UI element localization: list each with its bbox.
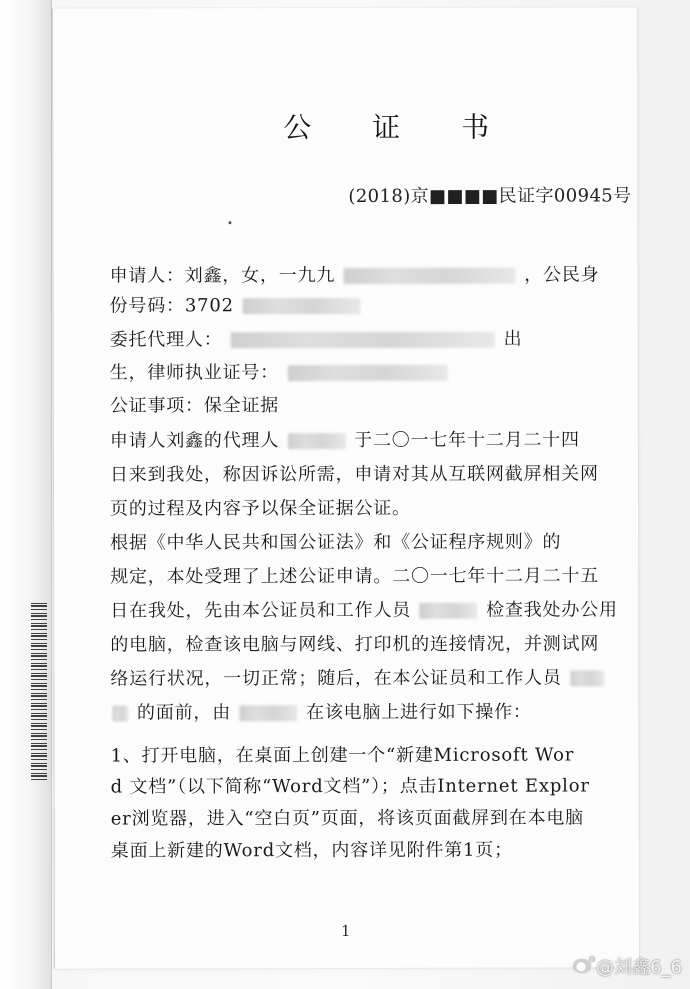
line-text: 页的过程及内容予以保全证据公证。 xyxy=(110,497,411,520)
text-line xyxy=(111,838,513,865)
text-line xyxy=(111,743,575,770)
line-text: 络运行状况，一切正常；随后，在本公证员和工作人员 xyxy=(110,667,562,690)
text-line xyxy=(110,496,411,523)
text-line xyxy=(110,327,523,354)
line-text: 的电脑，检查该电脑与网线、打印机的连接情况，并测试网 xyxy=(110,633,600,656)
line-text: 1、打开电脑，在桌面上创建一个“新建Microsoft Wor xyxy=(110,744,575,767)
line-text: 申请人：刘鑫，女，一九九 xyxy=(109,265,336,287)
line-text: ，公民身 xyxy=(524,264,600,286)
line-text: 委托代理人： xyxy=(109,329,223,351)
line-text: d 文档”（以下简称“Word文档”）；点击Internet Explor xyxy=(110,775,590,798)
watermark xyxy=(573,953,682,979)
line-text: 日来到我处，称因诉讼所需，申请对其从互联网截屏相关网 xyxy=(109,463,599,486)
redacted-operator-name xyxy=(240,705,298,721)
text-line xyxy=(110,393,279,419)
text-line xyxy=(110,631,599,658)
redacted-id-number xyxy=(242,298,360,314)
text-line xyxy=(110,700,531,727)
redacted-agent-info xyxy=(231,332,495,349)
redacted-birthdate xyxy=(344,268,516,284)
text-line xyxy=(110,563,599,590)
line-text: 检查我处办公用 xyxy=(486,599,618,621)
weibo-icon xyxy=(573,959,591,973)
line-text: 公证事项：保全证据 xyxy=(109,395,280,417)
redacted-staff-name xyxy=(570,670,604,686)
text-line xyxy=(111,773,590,800)
line-text: 份号码：3702 xyxy=(109,295,234,317)
document-title: 公 证 书 xyxy=(283,110,516,145)
text-line xyxy=(110,293,363,320)
redacted-staff-name xyxy=(420,603,478,619)
redacted-name-fragment xyxy=(112,705,128,721)
text-line xyxy=(110,461,599,488)
line-text: 规定，本处受理了上述公证申请。二〇一七年十二月二十五 xyxy=(110,565,600,588)
line-text: 出 xyxy=(503,328,523,350)
line-text: 桌面上新建的Word文档，内容详见附件第1页； xyxy=(110,839,513,862)
document-number: (2018)京■■■■民证字00945号 xyxy=(348,185,632,207)
line-text: 生，律师执业证号： xyxy=(109,362,279,384)
line-text: 于二〇一七年十二月二十四 xyxy=(354,429,580,451)
page-number: 1 xyxy=(340,921,351,941)
barcode xyxy=(31,600,47,780)
watermark-text: @刘鑫6_6 xyxy=(596,957,682,978)
text-line xyxy=(110,428,580,455)
line-text: 日在我处，先由本公证员和工作人员 xyxy=(110,599,412,622)
previous-page-edge xyxy=(0,0,52,989)
text-line xyxy=(110,665,606,692)
text-line xyxy=(110,597,618,624)
text-line xyxy=(110,530,561,557)
redacted-license-number xyxy=(287,365,447,381)
paper-speck xyxy=(228,221,231,224)
text-line xyxy=(110,360,450,387)
line-text: 的面前，由 xyxy=(136,702,232,724)
line-text: 申请人刘鑫的代理人 xyxy=(109,430,280,452)
redacted-agent-name xyxy=(288,433,346,449)
notarial-certificate-page xyxy=(52,7,639,968)
line-text: 在该电脑上进行如下操作： xyxy=(306,701,532,724)
text-line xyxy=(111,806,584,833)
text-line xyxy=(110,262,600,289)
line-text: 根据《中华人民共和国公证法》和《公证程序规则》的 xyxy=(110,531,562,554)
line-text: er浏览器，进入“空白页”页面，将该页面截屏到在本电脑 xyxy=(110,807,584,830)
